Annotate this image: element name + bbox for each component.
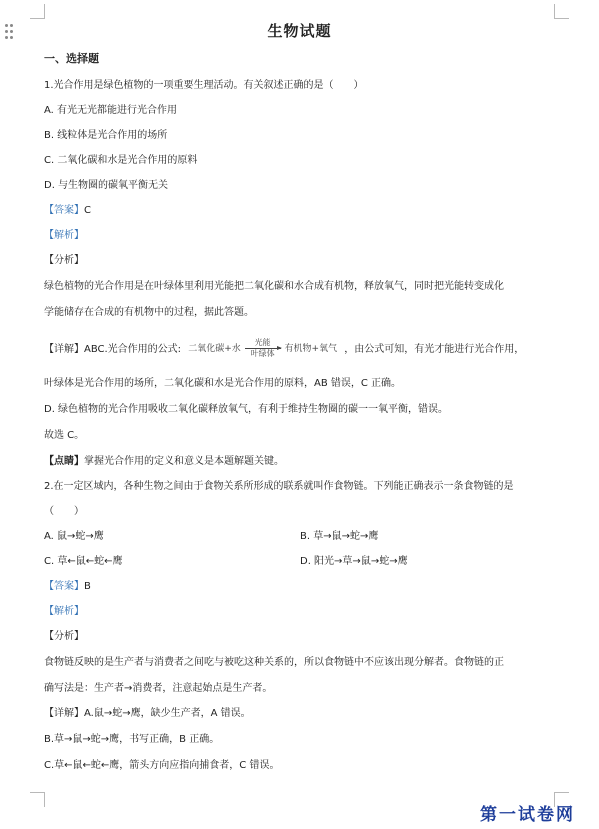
dianjing-text: 掌握光合作用的定义和意义是本题解题关键。 <box>84 456 284 467</box>
q1-fenxi-line-1: 绿色植物的光合作用是在叶绿体里利用光能把二氧化碳和水合成有机物，释放氧气，同时把光能转变成化 <box>44 281 504 292</box>
reaction-arrow-icon <box>245 348 281 349</box>
q1-choose: 故选 C。 <box>44 430 85 441</box>
q2-fenxi-line-1: 食物链反映的是生产者与消费者之间吃与被吃这种关系的，所以食物链中不应该出现分解者。食物链的正 <box>44 657 504 668</box>
answer-value: C <box>84 205 91 216</box>
q1-option-b: B. 线粒体是光合作用的场所 <box>44 130 168 141</box>
q1-option-d: D. 与生物圈的碳氧平衡无关 <box>44 180 169 191</box>
answer-label: 【答案】 <box>44 581 84 592</box>
q1-option-a: A. 有光无光都能进行光合作用 <box>44 105 178 116</box>
q2-detail-line-3: C.草←鼠←蛇←鹰，箭头方向应指向捕食者，C 错误。 <box>44 760 280 771</box>
formula-condition-top: 光能 <box>254 338 271 347</box>
q1-analysis-label: 【解析】 <box>44 230 84 241</box>
formula-reactants: 二氧化碳+水 <box>188 344 241 354</box>
q1-detail-formula-line <box>44 334 524 365</box>
q1-answer <box>44 204 91 218</box>
detail-suffix: ，由公式可知，有光才能进行光合作用， <box>344 344 525 355</box>
q2-detail-line-2: B.草→鼠→蛇→鹰，书写正确，B 正确。 <box>44 734 220 745</box>
page-corner-mark <box>30 4 45 19</box>
section-heading: 一、选择题 <box>44 52 99 65</box>
q2-analysis-label: 【解析】 <box>44 606 84 617</box>
q2-stem-line-1: 2.在一定区域内，各种生物之间由于食物关系所形成的联系就叫作食物链。下列能正确表示一条食物链的是 <box>44 481 514 492</box>
q2-option-b: B. 草→鼠→蛇→鹰 <box>300 531 379 542</box>
q1-stem: 1.光合作用是绿色植物的一项重要生理活动。有关叙述正确的是（ ） <box>44 80 364 91</box>
formula-products: 有机物+氧气 <box>284 344 338 354</box>
q2-fenxi-line-2: 确写法是：生产者→消费者，注意起始点是生产者。 <box>44 683 273 694</box>
page-corner-mark <box>554 4 569 19</box>
q1-detail-line-1: 叶绿体是光合作用的场所，二氧化碳和水是光合作用的原料，AB 错误，C 正确。 <box>44 378 402 389</box>
detail-prefix: 【详解】ABC.光合作用的公式: <box>44 344 182 355</box>
site-watermark: 第一试卷网 <box>480 805 575 825</box>
q1-fenxi-label: 【分析】 <box>44 255 84 266</box>
dianjing-label: 【点睛】 <box>44 456 84 467</box>
q2-detail-line-1: 【详解】A.鼠→蛇→鹰，缺少生产者，A 错误。 <box>44 708 251 719</box>
q2-option-d: D. 阳光→草→鼠→蛇→鹰 <box>300 556 408 567</box>
answer-label: 【答案】 <box>44 205 84 216</box>
q1-option-c: C. 二氧化碳和水是光合作用的原料 <box>44 155 198 166</box>
q2-fenxi-label: 【分析】 <box>44 631 84 642</box>
q2-stem-line-2: （ ） <box>44 506 84 517</box>
formula-arrow <box>245 338 281 359</box>
page-title: 生物试题 <box>267 22 332 40</box>
page-corner-mark <box>30 792 45 807</box>
q1-fenxi-line-2: 学能储存在合成的有机物中的过程，据此答题。 <box>44 307 254 318</box>
formula-condition-bottom: 叶绿体 <box>250 349 275 358</box>
q1-dianjing <box>44 455 284 469</box>
answer-value: B <box>84 581 91 592</box>
q2-answer <box>44 580 91 594</box>
q2-option-a: A. 鼠→蛇→鹰 <box>44 531 104 542</box>
q1-detail-line-2: D. 绿色植物的光合作用吸收二氧化碳释放氧气，有利于维持生物圈的碳一一氧平衡，错误。 <box>44 404 449 415</box>
q2-option-c: C. 草←鼠←蛇←鹰 <box>44 556 123 567</box>
photosynthesis-formula <box>188 334 337 364</box>
